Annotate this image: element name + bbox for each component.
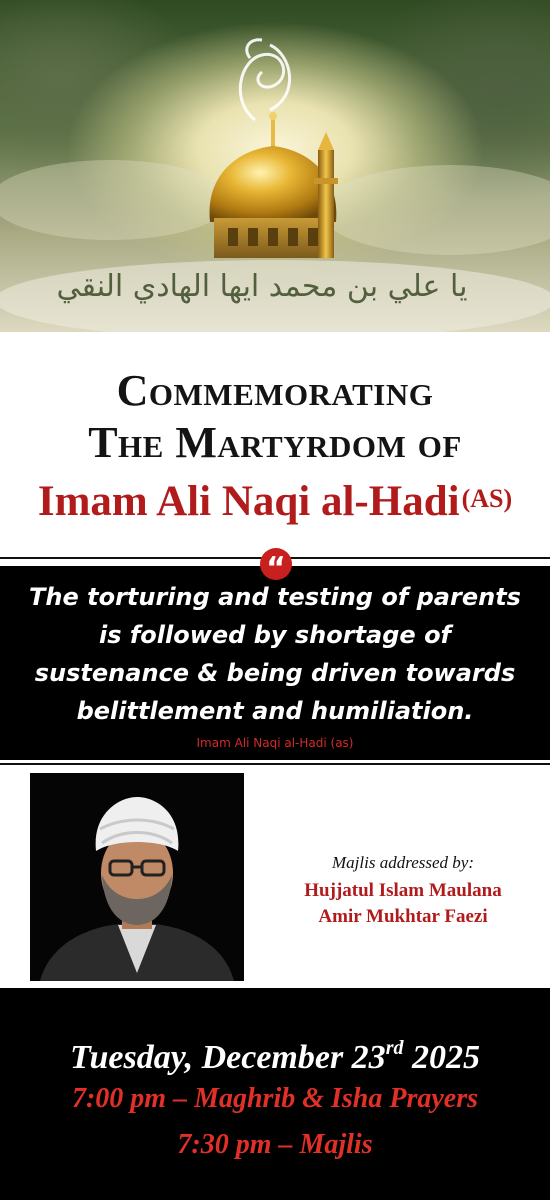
speaker-name-line-1: Hujjatul Islam Maulana bbox=[304, 880, 502, 901]
date-text: Tuesday, December 23 bbox=[70, 1039, 386, 1076]
quote-icon: “ bbox=[260, 548, 292, 580]
speaker-name-line-2: Amir Mukhtar Faezi bbox=[318, 906, 488, 927]
speaker-photo bbox=[30, 773, 244, 981]
shrine-illustration bbox=[0, 0, 550, 332]
quote-text: The torturing and testing of parents is followed by shortage of sustenance & being driven towards belittlement and humiliation. bbox=[29, 583, 521, 725]
speaker-intro: Majlis addressed by: bbox=[332, 853, 474, 872]
speaker-info bbox=[272, 852, 534, 930]
arabic-calligraphy: يا علي بن محمد ايها الهادي النقي bbox=[56, 269, 468, 304]
title-line-2: The Martyrdom of bbox=[88, 418, 462, 467]
schedule-item-majlis: 7:30 pm – Majlis bbox=[177, 1129, 373, 1160]
date-ordinal: rd bbox=[385, 1037, 404, 1059]
schedule-item-prayers: 7:00 pm – Maghrib & Isha Prayers bbox=[71, 1083, 479, 1114]
speaker-portrait bbox=[30, 773, 244, 981]
header-artwork bbox=[0, 0, 550, 332]
title-imam-name bbox=[0, 473, 550, 528]
event-title bbox=[0, 365, 550, 528]
event-date bbox=[0, 1028, 550, 1078]
imam-name-text: Imam Ali Naqi al-Hadi bbox=[37, 478, 460, 525]
title-line-1: Commemorating bbox=[116, 366, 434, 415]
honorific-suffix: (AS) bbox=[461, 484, 513, 513]
date-year: 2025 bbox=[403, 1039, 480, 1076]
divider-bottom bbox=[0, 763, 550, 765]
quote-author: Imam Ali Naqi al-Hadi (as) bbox=[196, 736, 354, 750]
